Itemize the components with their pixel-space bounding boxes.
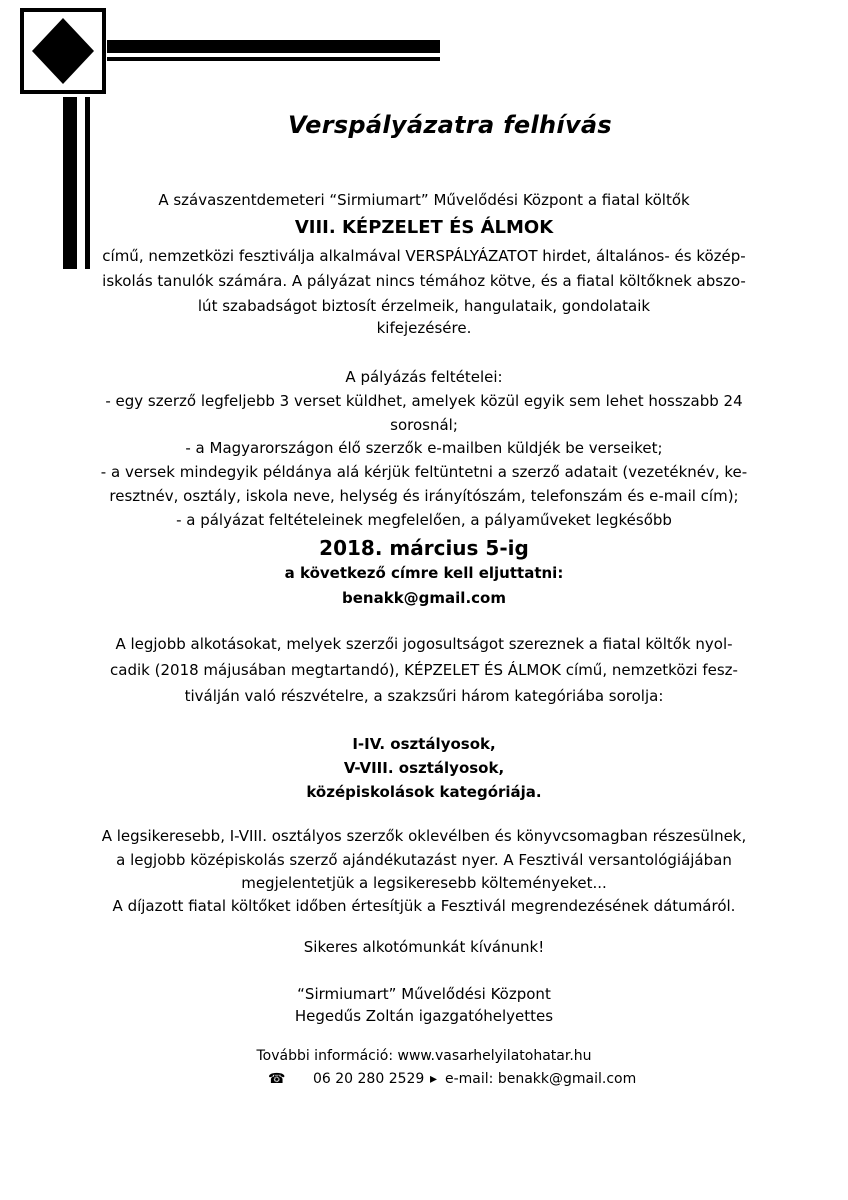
address-label: a következő címre kell eljuttatni: bbox=[284, 564, 564, 582]
festival-name: VIII. KÉPZELET ÉS ÁLMOK bbox=[294, 217, 554, 238]
logo-horizontal-bar-1 bbox=[107, 40, 440, 53]
page-title: Verspályázatra felhívás bbox=[288, 111, 612, 139]
condition-item: - egy szerző legfeljebb 3 verset küldhet, amelyek közül egyik sem lehet hosszabb 24 bbox=[105, 392, 743, 410]
condition-item: resztnév, osztály, iskola neve, helység és irányítószám, telefonszám és e-mail cím); bbox=[109, 487, 739, 505]
more-info: További információ: www.vasarhelyilatohatar.hu bbox=[256, 1048, 592, 1064]
intro-line: iskolás tanulók számára. A pályázat nincs témához kötve, és a fiatal költőknek abszo- bbox=[102, 272, 746, 290]
phone-number: 06 20 280 2529 bbox=[313, 1071, 425, 1087]
submission-email: benakk@gmail.com bbox=[342, 589, 506, 607]
condition-item: - a versek mindegyik példánya alá kérjük feltüntetni a szerző adatait (vezetéknév, ke- bbox=[100, 463, 748, 481]
arrow-icon: ▸ bbox=[430, 1071, 438, 1087]
category-item: I-IV. osztályosok, bbox=[352, 735, 496, 753]
closing-wish: Sikeres alkotómunkát kívánunk! bbox=[303, 938, 545, 956]
signature-person: Hegedűs Zoltán igazgatóhelyettes bbox=[294, 1007, 554, 1025]
category-item: középiskolások kategóriája. bbox=[306, 783, 542, 801]
logo-vertical-bar-1 bbox=[63, 97, 77, 269]
best-line: A legjobb alkotásokat, melyek szerzői jogosultságot szereznek a fiatal költők nyol- bbox=[115, 635, 733, 653]
intro-line: lút szabadságot biztosít érzelmeik, hangulataik, gondolataik bbox=[197, 297, 651, 315]
logo-diamond bbox=[32, 18, 94, 84]
prize-line: A díjazott fiatal költőket időben értesítjük a Fesztivál megrendezésének dátumáról. bbox=[112, 897, 736, 915]
signature-org: “Sirmiumart” Művelődési Központ bbox=[297, 985, 551, 1003]
logo-vertical-bar-2 bbox=[85, 97, 90, 269]
contact-email: e-mail: benakk@gmail.com bbox=[445, 1071, 637, 1087]
best-line: tiválján való részvételre, a szakzsűri három kategóriába sorolja: bbox=[184, 687, 664, 705]
intro-line: kifejezésére. bbox=[376, 319, 472, 337]
category-item: V-VIII. osztályosok, bbox=[343, 759, 505, 777]
best-line: cadik (2018 májusában megtartandó), KÉPZELET ÉS ÁLMOK című, nemzetközi fesz- bbox=[110, 661, 738, 679]
condition-item: sorosnál; bbox=[390, 416, 458, 434]
prize-line: a legjobb középiskolás szerző ajándékutazást nyer. A Fesztivál versantológiájában bbox=[116, 851, 732, 869]
intro-line: A szávaszentdemeteri “Sirmiumart” Művelődési Központ a fiatal költők bbox=[158, 191, 690, 209]
contact-row bbox=[0, 1069, 848, 1089]
condition-item: - a pályázat feltételeinek megfelelően, a pályaműveket legkésőbb bbox=[176, 511, 672, 529]
condition-item: - a Magyarországon élő szerzők e-mailben küldjék be verseiket; bbox=[185, 439, 663, 457]
phone-icon: ☎ bbox=[268, 1071, 286, 1087]
conditions-heading: A pályázás feltételei: bbox=[345, 368, 503, 386]
prize-line: megjelentetjük a legsikeresebb költeményeket... bbox=[241, 874, 607, 892]
logo-horizontal-bar-2 bbox=[107, 57, 440, 61]
deadline: 2018. március 5-ig bbox=[319, 536, 529, 560]
prize-line: A legsikeresebb, I-VIII. osztályos szerzők oklevélben és könyvcsomagban részesülnek, bbox=[101, 827, 747, 845]
intro-line: című, nemzetközi fesztiválja alkalmával VERSPÁLYÁZATOT hirdet, általános- és közép- bbox=[102, 247, 746, 265]
